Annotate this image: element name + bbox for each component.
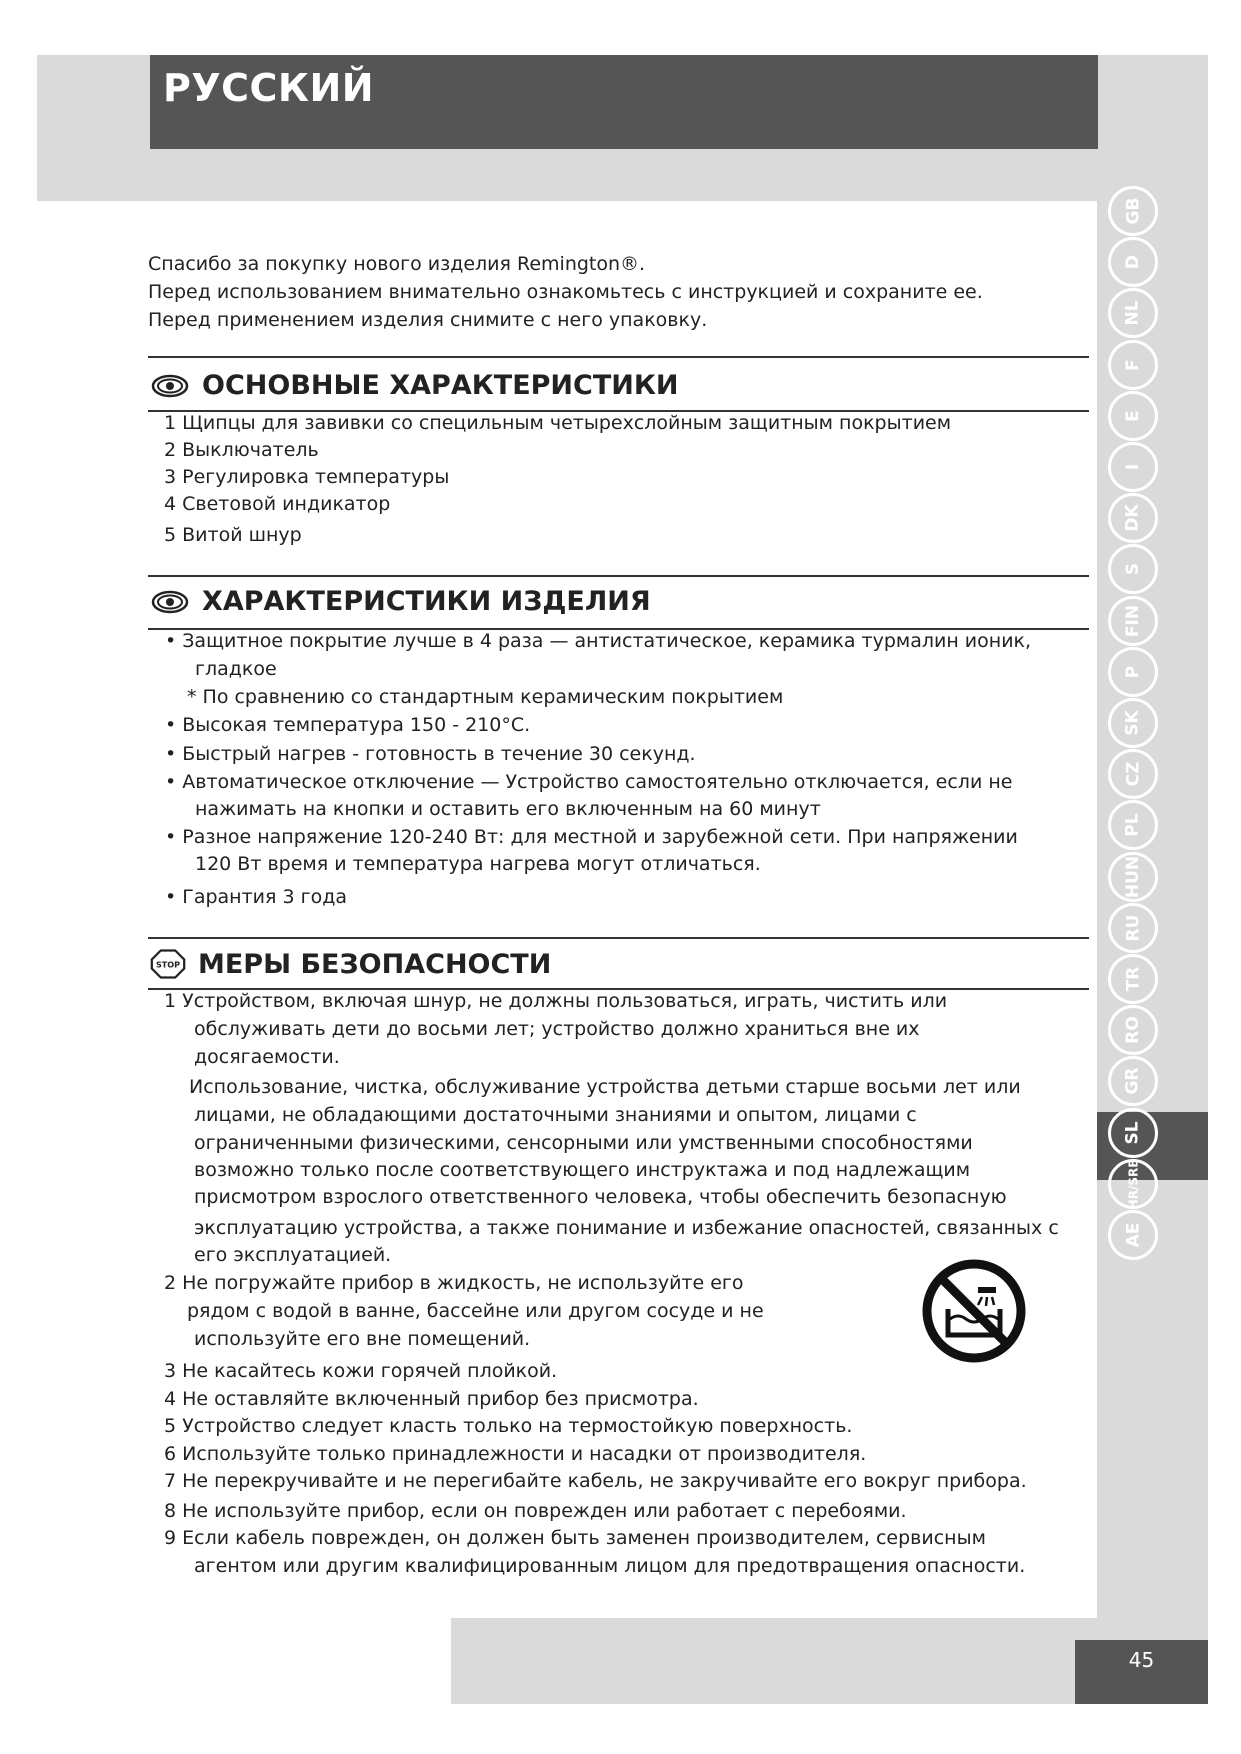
language-tab-pl[interactable] <box>1108 800 1158 850</box>
language-tab-hr-srb[interactable] <box>1108 1159 1158 1209</box>
list-item: 9 Если кабель поврежден, он должен быть заменен производителем, сервисным <box>164 1527 986 1549</box>
section-rule <box>148 575 1089 577</box>
language-tab-label: F <box>1123 359 1143 371</box>
intro-text <box>148 250 983 334</box>
list-item-continuation: рядом с водой в ванне, бассейне или другом сосуде и не <box>187 1300 764 1322</box>
language-tab-i[interactable] <box>1108 442 1158 492</box>
language-tab-dk[interactable] <box>1108 493 1158 543</box>
list-item: 1 Щипцы для завивки со специльным четырехслойным защитным покрытием <box>164 412 952 434</box>
list-item: 2 Выключатель <box>164 439 319 461</box>
section-title-safety <box>150 948 551 980</box>
page-title: РУССКИЙ <box>163 66 375 110</box>
list-item-continuation: гладкое <box>195 658 277 680</box>
language-tab-p[interactable] <box>1108 647 1158 697</box>
list-paragraph: Использование, чистка, обслуживание устройства детьми старше восьми лет или <box>189 1076 1021 1098</box>
list-item-continuation: используйте его вне помещений. <box>194 1328 531 1350</box>
language-tab-label: AE <box>1123 1222 1143 1248</box>
language-tab-sl[interactable] <box>1108 1108 1158 1158</box>
list-item-continuation: его эксплуатацией. <box>194 1244 392 1266</box>
language-tab-label: GB <box>1122 197 1143 225</box>
language-tab-label: HR/SRB <box>1126 1158 1141 1210</box>
eye-icon <box>150 371 190 401</box>
list-item: 4 Световой индикатор <box>164 493 391 515</box>
list-item: 2 Не погружайте прибор в жидкость, не используйте его <box>164 1272 744 1294</box>
language-tab-label: P <box>1123 665 1143 679</box>
list-item: • Защитное покрытие лучше в 4 раза — антистатическое, керамика турмалин ионик, <box>165 630 1032 652</box>
language-tab-tr[interactable] <box>1108 954 1158 1004</box>
list-item: 6 Используйте только принадлежности и насадки от производителя. <box>164 1443 867 1465</box>
list-item: 3 Регулировка температуры <box>164 466 450 488</box>
list-item-continuation: нажимать на кнопки и оставить его включенным на 60 минут <box>195 798 821 820</box>
list-item-continuation: эксплуатацию устройства, а также понимание и избежание опасностей, связанных с <box>194 1217 1059 1239</box>
section-title-text: МЕРЫ БЕЗОПАСНОСТИ <box>198 948 552 980</box>
language-tab-label: FIN <box>1122 604 1143 638</box>
list-item: 3 Не касайтесь кожи горячей плойкой. <box>164 1360 558 1382</box>
list-item-continuation: 120 Вт время и температура нагрева могут отличаться. <box>195 853 761 875</box>
section-title-product-features <box>150 586 651 617</box>
language-tab-gb[interactable] <box>1108 186 1158 236</box>
list-item: 7 Не перекручивайте и не перегибайте кабель, не закручивайте его вокруг прибора. <box>164 1470 1027 1492</box>
list-item: 1 Устройством, включая шнур, не должны пользоваться, играть, чистить или <box>164 990 948 1012</box>
language-tab-label: RU <box>1123 914 1143 942</box>
language-tab-label: TR <box>1123 966 1143 992</box>
language-tab-label: E <box>1123 410 1143 422</box>
language-tab-e[interactable] <box>1108 391 1158 441</box>
language-tab-ru[interactable] <box>1108 903 1158 953</box>
language-tab-label: GR <box>1122 1067 1143 1095</box>
list-item: 8 Не используйте прибор, если он поврежден или работает с перебоями. <box>164 1500 907 1522</box>
list-item-continuation: агентом или другим квалифицированным лицом для предотвращения опасности. <box>194 1555 1026 1577</box>
list-item: • Быстрый нагрев - готовность в течение 30 секунд. <box>165 743 696 765</box>
language-tab-f[interactable] <box>1108 340 1158 390</box>
language-tab-label: S <box>1123 562 1143 576</box>
language-tab-label: NL <box>1123 300 1143 326</box>
list-item: • Высокая температура 150 - 210°C. <box>165 714 531 736</box>
page-number: 45 <box>1128 1648 1155 1672</box>
language-tab-label: HUN <box>1122 855 1143 899</box>
list-item-continuation: обслуживать дети до восьми лет; устройство должно храниться вне их <box>194 1018 920 1040</box>
language-tab-label: CZ <box>1123 761 1143 787</box>
list-item-continuation: ограниченными физическими, сенсорными или умственными способностями <box>194 1132 973 1154</box>
language-tab-sk[interactable] <box>1108 698 1158 748</box>
language-tab-label: RO <box>1122 1016 1143 1044</box>
list-item: 5 Витой шнур <box>164 524 302 546</box>
language-tab-cz[interactable] <box>1108 749 1158 799</box>
language-tab-nl[interactable] <box>1108 288 1158 338</box>
intro-line: Перед применением изделия снимите с него упаковку. <box>148 309 708 331</box>
language-tab-ro[interactable] <box>1108 1005 1158 1055</box>
list-item-continuation: досягаемости. <box>194 1046 340 1068</box>
list-item-continuation: возможно только после соответствующего инструктажа и под надлежащим <box>194 1159 971 1181</box>
intro-line: Перед использованием внимательно ознакомьтесь с инструкцией и сохраните ее. <box>148 281 983 303</box>
list-item-continuation: присмотром взрослого ответственного человека, чтобы обеспечить безопасную <box>194 1186 1007 1208</box>
stop-icon-text: STOP <box>155 959 181 970</box>
language-tab-label: I <box>1122 463 1143 471</box>
list-item: 4 Не оставляйте включенный прибор без присмотра. <box>164 1388 699 1410</box>
language-tab-ae[interactable] <box>1108 1210 1158 1260</box>
list-item: 5 Устройство следует класть только на термостойкую поверхность. <box>164 1415 853 1437</box>
eye-icon <box>150 587 190 617</box>
language-tab-label: DK <box>1122 504 1143 532</box>
list-footnote: * По сравнению со стандартным керамическим покрытием <box>187 686 784 708</box>
language-tab-s[interactable] <box>1108 544 1158 594</box>
language-tab-d[interactable] <box>1108 237 1158 287</box>
stop-icon <box>150 948 186 980</box>
list-item-continuation: лицами, не обладающими достаточными знаниями и опытом, лицами с <box>194 1104 917 1126</box>
language-tab-label: PL <box>1122 813 1143 837</box>
intro-line: Спасибо за покупку нового изделия Remington®. <box>148 253 646 275</box>
list-item: • Гарантия 3 года <box>165 886 348 908</box>
language-tab-fin[interactable] <box>1108 596 1158 646</box>
section-rule <box>148 937 1089 939</box>
language-tab-label: SK <box>1122 710 1143 736</box>
language-tab-hun[interactable] <box>1108 852 1158 902</box>
section-title-text: ОСНОВНЫЕ ХАРАКТЕРИСТИКИ <box>202 370 679 401</box>
section-title-key-features <box>150 370 679 401</box>
language-tab-label: SL <box>1122 1121 1143 1145</box>
section-rule <box>148 356 1089 358</box>
no-water-icon <box>920 1257 1028 1365</box>
language-tab-label: D <box>1123 254 1143 270</box>
list-item: • Разное напряжение 120-240 Вт: для местной и зарубежной сети. При напряжении <box>165 826 1018 848</box>
section-title-text: ХАРАКТЕРИСТИКИ ИЗДЕЛИЯ <box>202 586 651 617</box>
language-tab-gr[interactable] <box>1108 1056 1158 1106</box>
list-item: • Автоматическое отключение — Устройство самостоятельно отключается, если не <box>165 771 1013 793</box>
